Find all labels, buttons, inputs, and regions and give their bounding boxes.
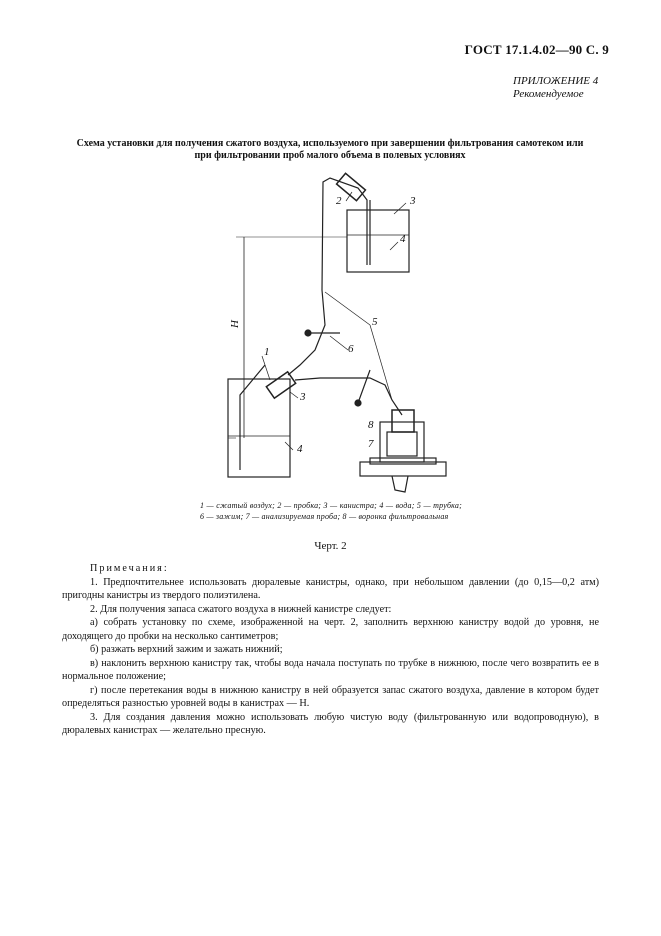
note-paragraph: в) наклонить верхнюю канистру так, чтобы вода начала поступать по трубке в нижнюю, после чего возвратить ее в нормальное положение; [62, 657, 599, 682]
callout-8: 8 [368, 419, 374, 431]
callout-2: 2 [336, 195, 342, 207]
lower-stopper [266, 372, 295, 398]
tube-upper [288, 178, 367, 375]
height-label: H [229, 320, 241, 328]
filter-funnel [392, 410, 414, 432]
callout-7: 7 [368, 438, 374, 450]
note-paragraph: 3. Для создания давления можно использовать любую чистую воду (фильтрованную или водопроводную), в дюралевых канистрах — желательно пресную. [62, 711, 599, 736]
callout-1: 1 [264, 346, 270, 358]
notes-heading: Примечания: [90, 563, 169, 574]
note-paragraph: г) после перетекания воды в нижнюю канистру в ней образуется запас сжатого воздуха, давление в котором будет определяться разностью уровней воды в канистрах — Н. [62, 684, 599, 709]
sample-vessel [387, 432, 417, 456]
note-paragraph: б) разжать верхний зажим и зажать нижний; [90, 644, 283, 655]
callout-4-upper: 4 [400, 233, 406, 245]
figure-caption: Черт. 2 [314, 540, 347, 552]
notes-section [62, 562, 599, 738]
appendix-number: ПРИЛОЖЕНИЕ 4 [513, 75, 599, 87]
callout-5: 5 [372, 316, 378, 328]
figure-title: Схема установки для получения сжатого воздуха, используемого при завершении фильтрования самотеком или при фильтровании проб малого объема в полевых условиях [76, 138, 584, 161]
callout-3-upper: 3 [410, 195, 416, 207]
note-paragraph: 1. Предпочтительнее использовать дюралевые канистры, однако, при небольшом давлении (до 0,15—0,2 атм) пригодны канистры из твердого полиэтилена. [62, 576, 599, 601]
installation-diagram [180, 170, 480, 500]
note-paragraph: а) собрать установку по схеме, изображенной на черт. 2, заполнить верхнюю канистру водой до уровня, не доходящего до пробки на несколько сантиметров; [62, 617, 599, 642]
recommended-label: Рекомендуемое [513, 88, 584, 100]
callout-4-lower: 4 [297, 443, 303, 455]
appendix-label [513, 75, 598, 101]
diagram-legend: 1 — сжатый воздух; 2 — пробка; 3 — канистра; 4 — вода; 5 — трубка; 6 — зажим; 7 — анализируемая проба; 8 — воронка фильтровальная [200, 501, 462, 521]
note-paragraph: 2. Для получения запаса сжатого воздуха в нижней канистре следует: [90, 603, 392, 615]
callout-6: 6 [348, 343, 354, 355]
callout-3-lower: 3 [300, 391, 306, 403]
standard-header: ГОСТ 17.1.4.02—90 С. 9 [464, 42, 609, 57]
